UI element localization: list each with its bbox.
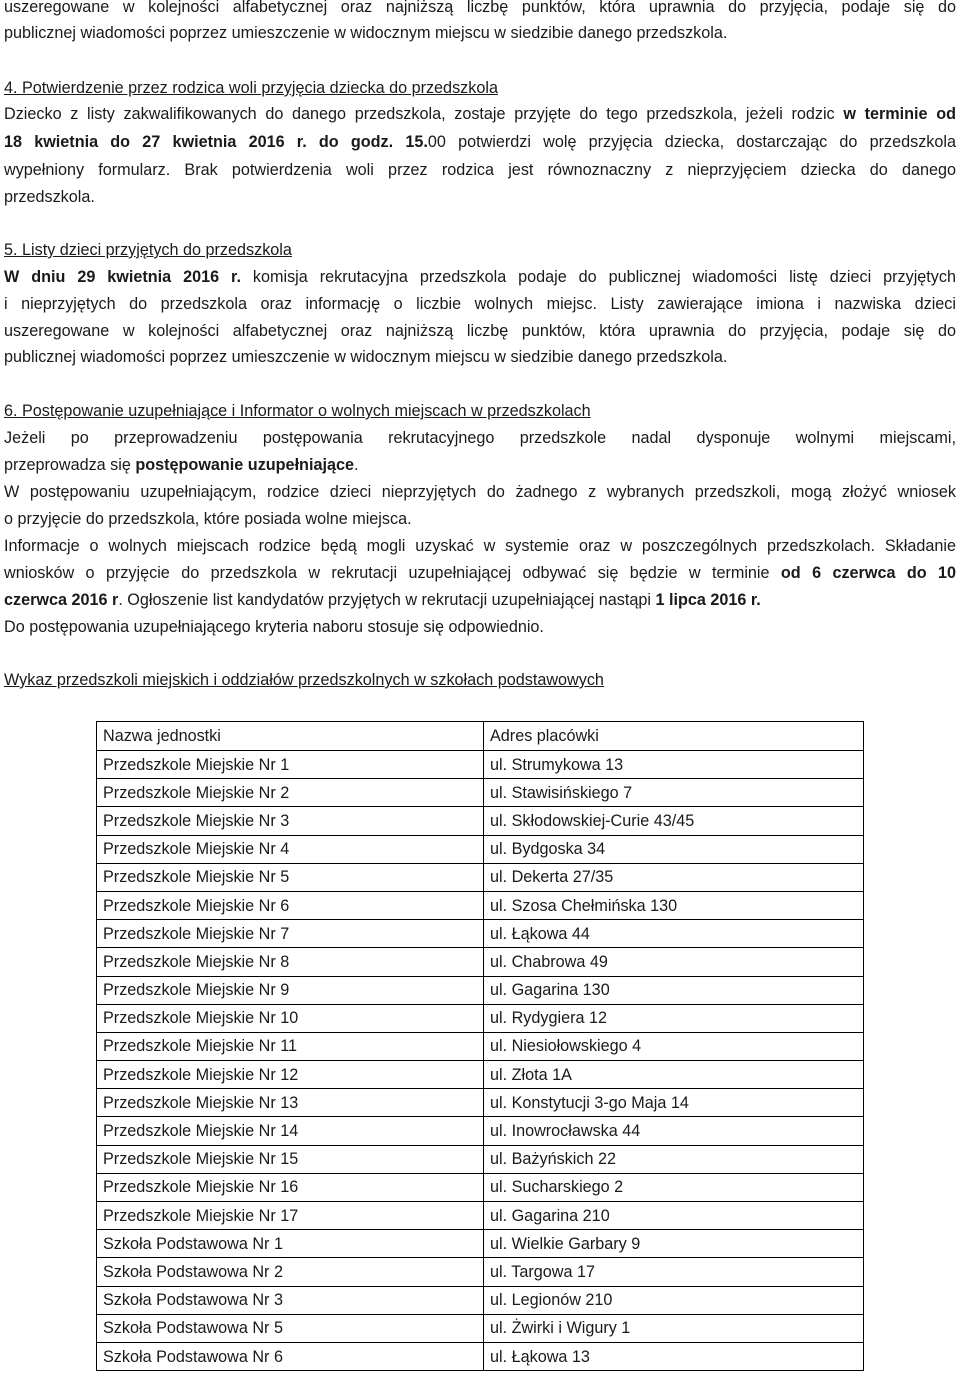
institution-name-cell: Szkoła Podstawowa Nr 6 [97, 1342, 484, 1370]
institution-address-cell: ul. Gagarina 210 [484, 1202, 864, 1230]
institution-name-cell: Przedszkole Miejskie Nr 3 [97, 807, 484, 835]
paragraph-line: wypełniony formularz. Brak potwierdzenia woli przez rodzica jest równoznaczny z nieprzyjęciem dziecka do danego [4, 161, 956, 179]
wykaz-heading: Wykaz przedszkoli miejskich i oddziałów przedszkolnych w szkołach podstawowych [4, 671, 604, 689]
table-row [97, 835, 864, 863]
institution-address-cell: ul. Bażyńskich 22 [484, 1145, 864, 1173]
table-row [97, 948, 864, 976]
institution-address-cell: ul. Stawisińskiego 7 [484, 779, 864, 807]
table-row [97, 1117, 864, 1145]
table-row [97, 1173, 864, 1201]
table-row [97, 1061, 864, 1089]
institution-address-cell: ul. Rydygiera 12 [484, 1004, 864, 1032]
institution-address-cell: ul. Konstytucji 3-go Maja 14 [484, 1089, 864, 1117]
table-row [97, 863, 864, 891]
institution-name-cell: Przedszkole Miejskie Nr 6 [97, 891, 484, 919]
paragraph-line: Do postępowania uzupełniającego kryteria naboru stosuje się odpowiednio. [4, 618, 544, 636]
paragraph-line: wniosków o przyjęcie do przedszkola w rekrutacji uzupełniającej odbywać się będzie w terminie od 6 czerwca do 10 [4, 564, 956, 582]
paragraph-line: uszeregowane w kolejności alfabetycznej oraz najniższą liczbę punktów, która uprawnia do przyjęcia, podaje się do [4, 0, 956, 16]
paragraph-line: przeprowadza się postępowanie uzupełniające. [4, 456, 359, 474]
institution-address-cell: ul. Bydgoska 34 [484, 835, 864, 863]
institution-name-cell: Przedszkole Miejskie Nr 7 [97, 920, 484, 948]
institution-name-cell: Szkoła Podstawowa Nr 2 [97, 1258, 484, 1286]
paragraph-line: i nieprzyjętych do przedszkola oraz informację o liczbie wolnych miejsc. Listy zawierające imiona i nazwiska dzieci [4, 295, 956, 313]
institution-address-cell: ul. Szosa Chełmińska 130 [484, 891, 864, 919]
institution-address-cell: ul. Dekerta 27/35 [484, 863, 864, 891]
institution-address-cell: ul. Złota 1A [484, 1061, 864, 1089]
table-row [97, 1032, 864, 1060]
paragraph-line: przedszkola. [4, 188, 95, 206]
table-header-row [97, 722, 864, 751]
paragraph-line: Informacje o wolnych miejscach rodzice będą mogli uzyskać w systemie oraz w poszczególnych przedszkolach. Składanie [4, 537, 956, 555]
paragraph-line: 18 kwietnia do 27 kwietnia 2016 r. do godz. 15.00 potwierdzi wolę przyjęcia dziecka, dostarczając do przedszkola [4, 133, 956, 151]
institution-address-cell: ul. Legionów 210 [484, 1286, 864, 1314]
institution-address-cell: ul. Sucharskiego 2 [484, 1173, 864, 1201]
institution-name-cell: Przedszkole Miejskie Nr 13 [97, 1089, 484, 1117]
institution-name-cell: Przedszkole Miejskie Nr 16 [97, 1173, 484, 1201]
section-5-heading: 5. Listy dzieci przyjętych do przedszkola [4, 241, 292, 259]
institution-name-cell: Przedszkole Miejskie Nr 4 [97, 835, 484, 863]
institution-name-cell: Szkoła Podstawowa Nr 3 [97, 1286, 484, 1314]
column-header-address: Adres placówki [484, 722, 864, 751]
column-header-name: Nazwa jednostki [97, 722, 484, 751]
table-row [97, 920, 864, 948]
table-row [97, 1004, 864, 1032]
institution-name-cell: Przedszkole Miejskie Nr 9 [97, 976, 484, 1004]
institution-address-cell: ul. Wielkie Garbary 9 [484, 1230, 864, 1258]
table-body [97, 751, 864, 1371]
institution-address-cell: ul. Chabrowa 49 [484, 948, 864, 976]
table-row [97, 1342, 864, 1370]
institution-name-cell: Przedszkole Miejskie Nr 11 [97, 1032, 484, 1060]
institution-name-cell: Przedszkole Miejskie Nr 1 [97, 751, 484, 779]
section-4-heading: 4. Potwierdzenie przez rodzica woli przyjęcia dziecka do przedszkola [4, 79, 498, 97]
table-row [97, 891, 864, 919]
paragraph-line: publicznej wiadomości poprzez umieszczenie w widocznym miejscu w siedzibie danego przedszkola. [4, 348, 728, 366]
institution-address-cell: ul. Łąkowa 44 [484, 920, 864, 948]
institutions-table [96, 721, 864, 1371]
institution-address-cell: ul. Gagarina 130 [484, 976, 864, 1004]
section-6-heading: 6. Postępowanie uzupełniające i Informator o wolnych miejscach w przedszkolach [4, 402, 591, 420]
institution-address-cell: ul. Targowa 17 [484, 1258, 864, 1286]
paragraph-line: Jeżeli po przeprowadzeniu postępowania rekrutacyjnego przedszkole nadal dysponuje wolnymi miejscami, [4, 429, 956, 447]
table-row [97, 1202, 864, 1230]
paragraph-line: publicznej wiadomości poprzez umieszczenie w widocznym miejscu w siedzibie danego przedszkola. [4, 24, 728, 42]
institution-name-cell: Przedszkole Miejskie Nr 8 [97, 948, 484, 976]
institution-name-cell: Przedszkole Miejskie Nr 14 [97, 1117, 484, 1145]
institution-name-cell: Szkoła Podstawowa Nr 1 [97, 1230, 484, 1258]
paragraph-line: W dniu 29 kwietnia 2016 r. komisja rekrutacyjna przedszkola podaje do publicznej wiadomości listę dzieci przyjętych [4, 268, 956, 286]
institution-address-cell: ul. Strumykowa 13 [484, 751, 864, 779]
table-row [97, 1230, 864, 1258]
institution-address-cell: ul. Skłodowskiej-Curie 43/45 [484, 807, 864, 835]
paragraph-line: Dziecko z listy zakwalifikowanych do danego przedszkola, zostaje przyjęte do tego przedszkola, jeżeli rodzic w terminie od [4, 105, 956, 123]
paragraph-line: czerwca 2016 r. Ogłoszenie list kandydatów przyjętych w rekrutacji uzupełniającej nastąpi 1 lipca 2016 r. [4, 591, 761, 609]
table-row [97, 976, 864, 1004]
institution-name-cell: Przedszkole Miejskie Nr 17 [97, 1202, 484, 1230]
table-row [97, 751, 864, 779]
table-row [97, 1258, 864, 1286]
institution-name-cell: Przedszkole Miejskie Nr 2 [97, 779, 484, 807]
paragraph-line: uszeregowane w kolejności alfabetycznej oraz najniższą liczbę punktów, która uprawnia do przyjęcia, podaje się do [4, 322, 956, 340]
institution-name-cell: Przedszkole Miejskie Nr 12 [97, 1061, 484, 1089]
institution-address-cell: ul. Łąkowa 13 [484, 1342, 864, 1370]
table-row [97, 1145, 864, 1173]
table-row [97, 1314, 864, 1342]
institution-address-cell: ul. Inowrocławska 44 [484, 1117, 864, 1145]
table-row [97, 1286, 864, 1314]
institution-name-cell: Szkoła Podstawowa Nr 5 [97, 1314, 484, 1342]
table-row [97, 779, 864, 807]
table-row [97, 1089, 864, 1117]
institution-name-cell: Przedszkole Miejskie Nr 5 [97, 863, 484, 891]
institution-name-cell: Przedszkole Miejskie Nr 15 [97, 1145, 484, 1173]
institution-name-cell: Przedszkole Miejskie Nr 10 [97, 1004, 484, 1032]
table-row [97, 807, 864, 835]
paragraph-line: W postępowaniu uzupełniającym, rodzice dzieci nieprzyjętych do żadnego z wybranych przedszkoli, mogą złożyć wniosek [4, 483, 956, 501]
institution-address-cell: ul. Żwirki i Wigury 1 [484, 1314, 864, 1342]
paragraph-line: o przyjęcie do przedszkola, które posiada wolne miejsca. [4, 510, 412, 528]
institution-address-cell: ul. Niesiołowskiego 4 [484, 1032, 864, 1060]
